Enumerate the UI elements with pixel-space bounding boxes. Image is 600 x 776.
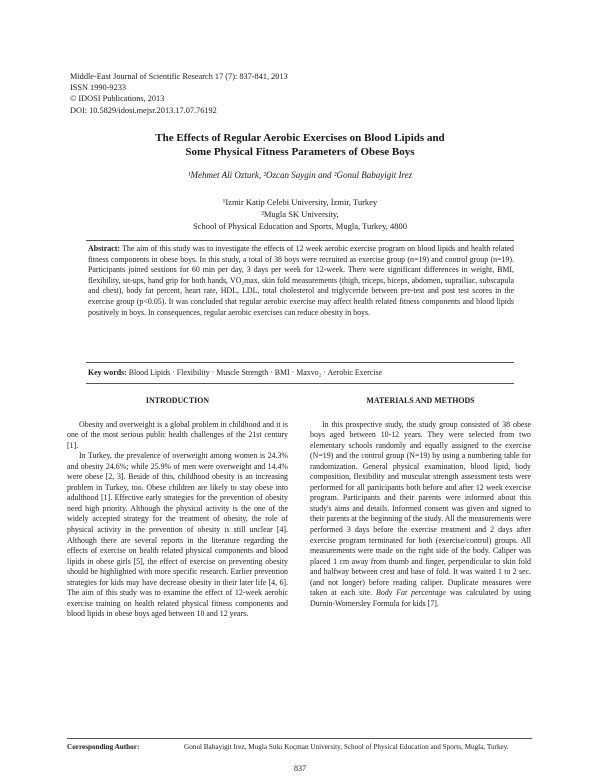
journal-citation: Middle-East Journal of Scientific Research 17 (7): 837-841, 2013	[70, 72, 288, 81]
affiliation-3: School of Physical Education and Sports, Mugla, Turkey, 4800	[192, 221, 408, 231]
introduction-column	[67, 396, 288, 620]
methods-column	[310, 396, 531, 609]
journal-copyright: © IDOSI Publications, 2013	[70, 94, 165, 104]
keywords-label: Key words:	[88, 368, 127, 377]
abstract-top-rule	[86, 240, 514, 241]
abstract-label: Abstract:	[88, 244, 120, 253]
title-line-1: The Effects of Regular Aerobic Exercises on Blood Lipids and	[155, 132, 445, 144]
journal-issn: ISSN 1990-9233	[70, 83, 127, 93]
methods-italic-term: Body Fat percentage	[376, 588, 446, 598]
abstract-text: The aim of this study was to investigate the effects of 12 week aerobic exercise program on blood lipids and health related fitness components in obese boys. In this study, a total of 38 boys were recruited as exercise group (n=19) and control group (n=19). Participants joined sessions for 60 min per day, 3 days per week for 12-week. There were significant differences in weight, BMI, flexibility, sit-ups, hand grip for both hands, VO₂max, skin fold measurements (thigh, triceps, biceps, abdomen, suprailiac, subscapula and chest), body fat percent, heart rate, HDL, LDL, total cholesterol and triglyceride between pre-test and post test scores in the exercise group (p<0.05). It was concluded that regular aerobic exercise may affect health related fitness components and blood lipids positively in boys. In consequences, regular aerobic exercises can reduce obesity in boys.	[88, 244, 514, 317]
corresponding-author-label: Corresponding Author:	[67, 743, 140, 751]
affiliation-1: ¹Izmir Katip Celebi University, İzmir, Turkey	[222, 197, 378, 207]
author-list: ¹Mehmet Ali Ozturk, ²Ozcan Saygin and ²Gonul Babayigit Irez	[187, 170, 413, 180]
page-number: 837	[294, 764, 306, 773]
affiliation-2: ²Mugla SK University,	[261, 209, 339, 219]
methods-paragraph-1	[310, 420, 531, 610]
abstract-bottom-rule	[86, 362, 514, 363]
corresponding-author-text: Gonul Babayigit Irez, Mugla Sıtkı Koçman University, School of Physical Education and Sports, Mugla, Turkey.	[184, 743, 509, 751]
journal-header	[70, 71, 530, 116]
keywords	[88, 368, 514, 377]
introduction-paragraph-1: Obesity and overweight is a global problem in childhood and it is one of the most serious public health challenges of the 21st century [1].	[67, 419, 288, 450]
journal-doi: DOI: 10.5829/idosi.mejsr.2013.17.07.76192	[70, 105, 217, 115]
methods-heading: MATERIALS AND METHODS	[366, 396, 475, 405]
methods-paragraph-1-text: In this prospective study, the study group consisted of 38 obese boys aged between 10-12 years. They were selected from two elementary schools randomly and equally assigned to the exercise (N=19) and the control group (N=19) by using a numbering table for randomization. General physical examination, blood lipid, body composition, flexibility and muscular strength assessment tests were performed for all participants both before and after 12 week exercise program. Participants and their parents were informed about this study's aims and details. Informed consent was given and signed to their parents at the beginning of the study. All the measurements were performed 3 days before the exercise treatment and 2 days after exercise program terminated for both (exercise/control) groups. All measurements were made on the right side of the body. Caliper was placed 1 cm away from thumb and finger, perpendicular to skin fold and halfway between crest and base of fold. It was waited 1 to 2 sec. (and not longer) before reading caliper. Duplicate measures were taken at each site.	[310, 419, 531, 598]
footnote-rule	[67, 738, 532, 739]
abstract	[88, 244, 514, 318]
keywords-rule	[86, 383, 514, 384]
title-line-2: Some Physical Fitness Parameters of Obese Boys	[185, 146, 415, 158]
paper-title	[60, 131, 540, 159]
introduction-heading: INTRODUCTION	[145, 396, 210, 405]
methods-paragraph-1-end: was calculated by using Durnin-Womersley Formula for kids [7].	[310, 588, 531, 608]
keywords-text: Blood Lipids · Flexibility · Muscle Strength · BMI · Maxvo₂ · Aerobic Exercise	[128, 368, 383, 377]
affiliations	[60, 196, 540, 232]
introduction-paragraph-2: In Turkey, the prevalence of overweight among women is 24.3% and obesity 24.6%; while 25.9% of men were overweight and 14.4% were obese [2, 3]. Beside of this, childhood obesity is an increasing problem in Turkey, too. Obese children are likely to stay obese into adulthood [1]. Effective early strategies for the prevention of obesity need high priority. Although the physical activity is the one of the widely accepted strategy for the treatment of obesity, the role of physical activity in the prevention of obesity is still unclear [4]. Although there are several reports in the literature regarding the effects of exercise on health related physical components and blood lipids in obese girls [5], the effect of exercise on preventing obesity should be highlighted with more specific research. Earlier prevention strategies for kids may have decrease obesity in their later life [4, 6]. The aim of this study was to examine the effect of 12-week aerobic exercise training on health related physical fitness components and blood lipids in obese boys aged between 10 and 12 years.	[67, 451, 288, 619]
